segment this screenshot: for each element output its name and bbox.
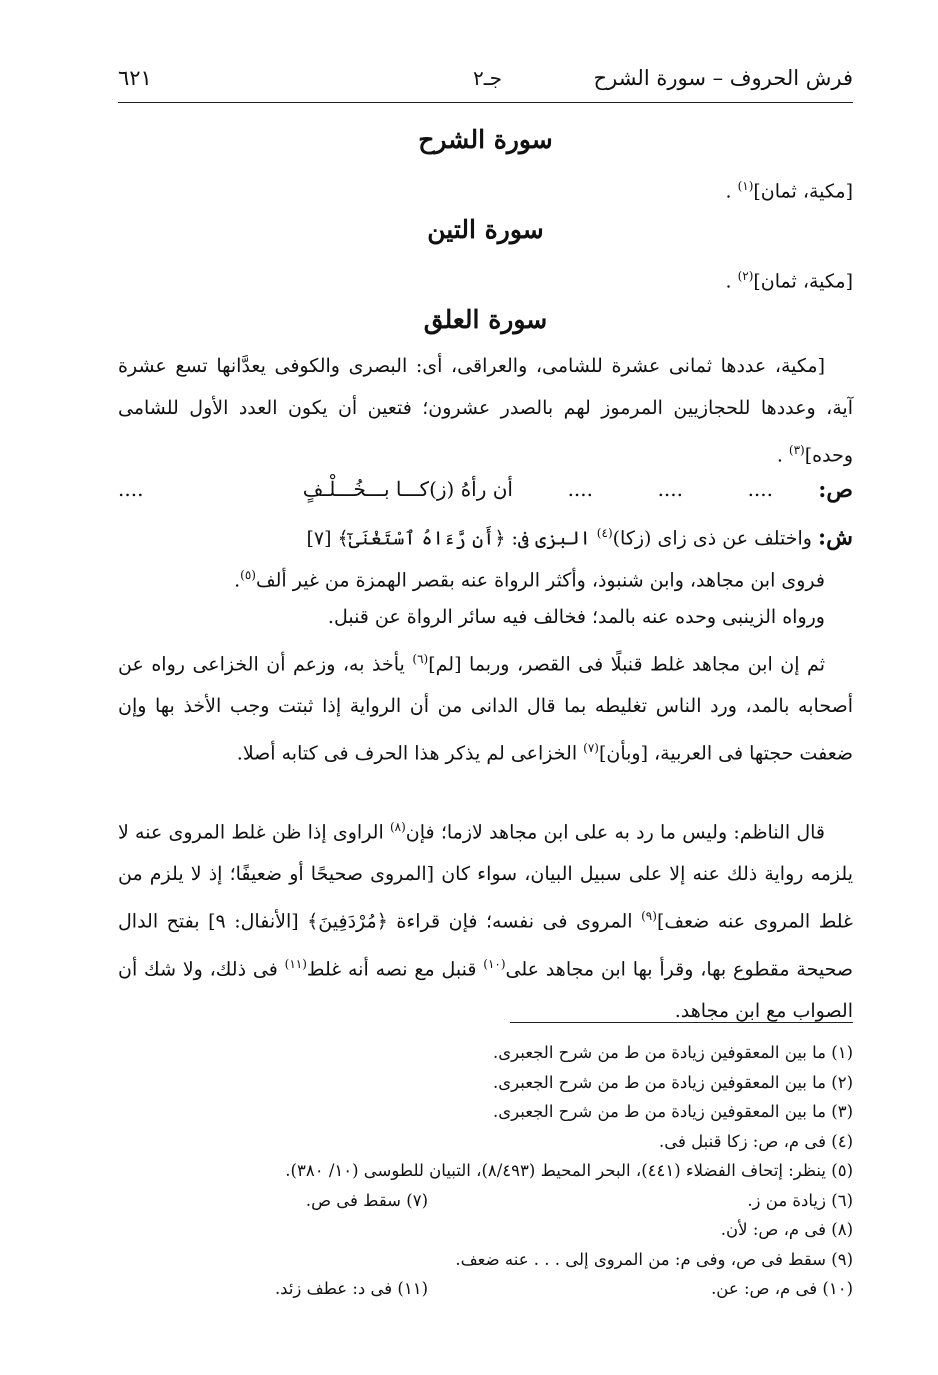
commentary-label: ش: [818, 524, 853, 551]
footnote: (١٠) فى م، ص: عن. [711, 1279, 853, 1298]
footnote-ref: (٧) [583, 741, 599, 756]
footnote: (١) ما بين المعقوفين زيادة من ط من شرح الجعبرى. [492, 1043, 853, 1062]
paragraph: قال الناظم: وليس ما رد به على ابن مجاهد لازما؛ فإن$^{(٨)}$ الراوى إذا ظن غلط المروى عنه لا يلزمه رواية ذلك عنه إلا على سبيل البيان، سواء كان [المروى صحيحًا أو ضعيفًا؛ إذ لا يلزم من غلط المروى عنه ضعف]$^{(٩)}$ المروى فى نفسه؛ فإن قراءة ﴿مُرْدَفِينَ﴾ [الأنفال: ٩] بفتح الدال صحيحة مقطوع بها، وقرأ بها ابن مجاهد على$^{(١٠)}$ قنبل مع نصه أنه غلط$^{(١١)}$ فى ذلك، ولا شك أن الصواب مع ابن مجاهد. [118, 820, 853, 1022]
commentary-first-line: ش: واختلف عن ذى زاى (زكا)$^{(٤)}$ البزى فى: ﴿أَن رَّءَاهُ ٱسْتَغْنَىٰٓ﴾ [٧] [306, 524, 853, 551]
footnote-ref: (٤) [596, 526, 613, 540]
footnote: (٨) فى م، ص: لأن. [720, 1220, 853, 1239]
footnote: (١١) فى د: عطف زئد. [274, 1279, 428, 1298]
footnote: (٥) ينظر: إتحاف الفضلاء (٤٤١)، البحر المحيط (٨/٤٩٣)، التبيان للطوسى (١٠/ ٣٨٠). [285, 1161, 853, 1180]
poem-dots-end: .... [118, 477, 144, 501]
volume-label: جـ٢ [473, 66, 502, 90]
footnote-pair [118, 1274, 853, 1304]
footnote-ref: (٢) [737, 269, 754, 283]
poem-dots: .... [657, 477, 683, 501]
surah-title-tin: سورة التين [427, 215, 544, 244]
footnote: (٣) ما بين المعقوفين زيادة من ط من شرح الجعبرى. [492, 1102, 853, 1121]
poem-label: ص: [818, 477, 853, 503]
page-number: ٦٢١ [118, 66, 152, 90]
footnote-pair [118, 1186, 853, 1216]
footnotes [118, 1038, 853, 1304]
footnote-ref: (١٠) [483, 956, 506, 971]
footnote-ref: (٦) [412, 652, 429, 666]
footnote-ref: (١١) [284, 956, 307, 971]
footnote: (٢) ما بين المعقوفين زيادة من ط من شرح الجعبرى. [492, 1072, 853, 1092]
footnote-ref: (١) [737, 179, 754, 193]
footnote: (٤) فى م، ص: زكا قنبل فى. [659, 1131, 853, 1151]
running-title: فرش الحروف – سورة الشرح [593, 66, 853, 90]
running-header [118, 62, 853, 103]
footnote-ref: (٣) [788, 443, 805, 457]
paragraph: فروى ابن مجاهد، وابن شنبوذ، وأكثر الرواة عنه بقصر الهمزة من غير ألف$^{(٥)}$. [234, 568, 825, 592]
paragraph: ورواه الزينبى وحده عنه بالمد؛ فخالف فيه سائر الرواة عن قنبل. [327, 606, 825, 628]
poem-dots: .... [747, 477, 773, 501]
footnote-separator [510, 1022, 853, 1023]
paragraph: ثم إن ابن مجاهد غلط قنبلًا فى القصر، وربما [لم]$^{(٦)}$ يأخذ به، وزعم أن الخزاعى رواه عن أصحابه بالمد، ورد الناس تغليطه بما قال الدانى من أن الرواية إذا ثبتت وجب الأخذ بها وإن ضعفت حجتها فى العربية، [وبأن]$^{(٧)}$ الخزاعى لم يذكر هذا الحرف فى كتابه أصلا. [118, 652, 853, 765]
footnote: (٦) زيادة من ز. [747, 1190, 853, 1210]
surah-note-tin: [مكية، ثمان]$^{(٢)}$ . [725, 269, 853, 293]
footnote-ref: (٨) [389, 820, 406, 834]
surah-note-sharh: [مكية، ثمان]$^{(١)}$ . [725, 179, 853, 203]
intro-paragraph: [مكية، عددها ثمانى عشرة للشامى، والعراقى، أى: البصرى والكوفى يعدَّانها تسع عشرة آية، وعددها للحجازيين المرموز لهم بالصدر عشرون؛ فتعين أن يكون العدد الأول للشامى وحده]$^{(٣)}$ . [118, 355, 853, 467]
footnote-ref: (٩) [641, 909, 657, 924]
footnote: (٧) سقط فى ص. [305, 1190, 428, 1210]
surah-title-alaq: سورة العلق [423, 305, 548, 334]
footnote: (٩) سقط فى ص، وفى م: من المروى إلى . . . عنه ضعف. [455, 1249, 853, 1269]
poem-line [118, 475, 853, 515]
poem-dots: .... [567, 477, 593, 501]
surah-title-sharh: سورة الشرح [418, 125, 553, 154]
footnote-ref: (٥) [240, 568, 256, 582]
poem-verse: أن رأهُ (ز)كـــا بـــخُـــلْـفٍ [302, 477, 513, 501]
